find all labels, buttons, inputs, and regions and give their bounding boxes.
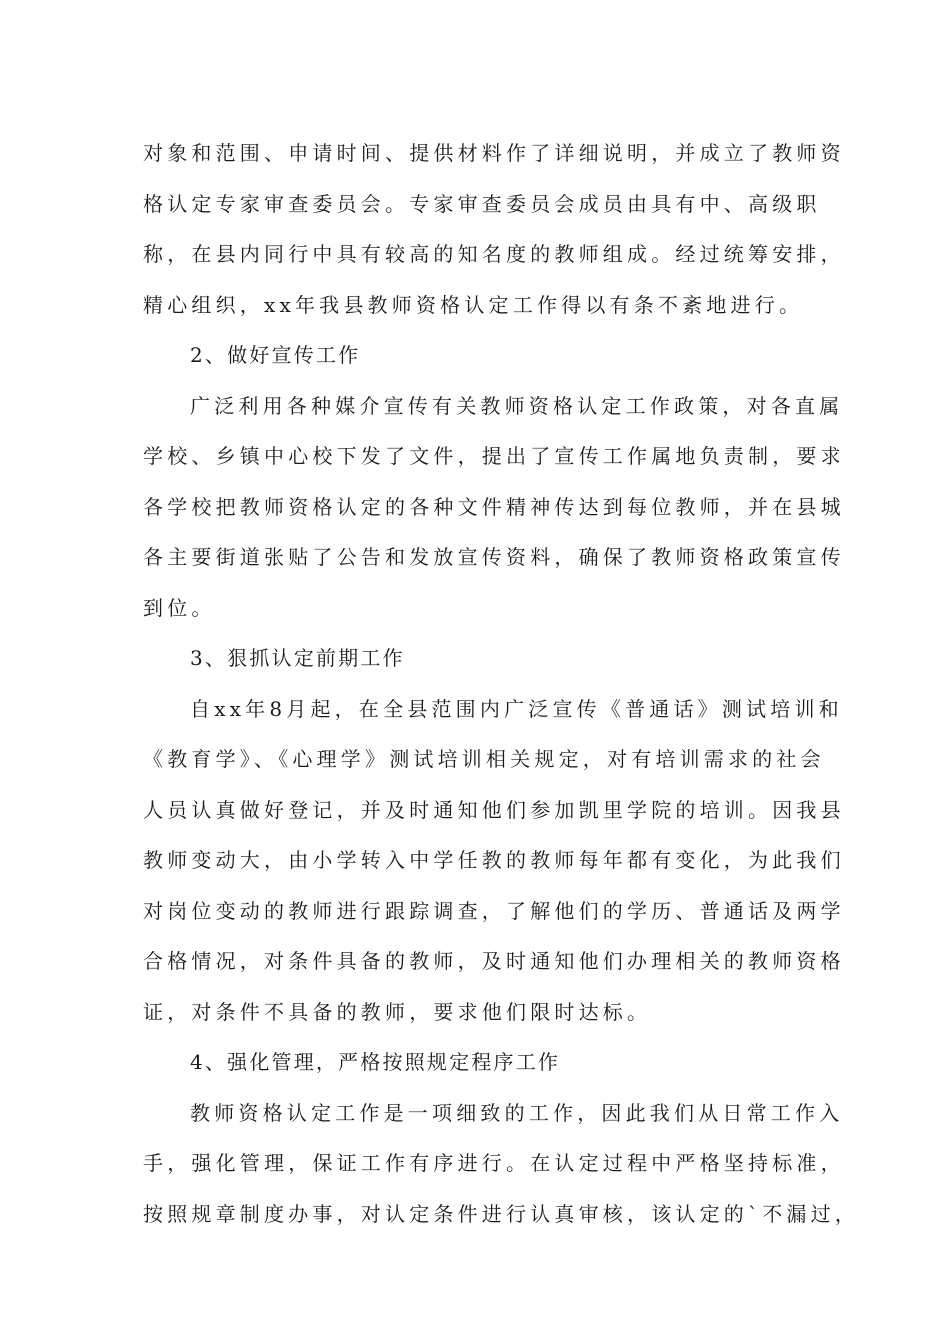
paragraph-line: 各学校把教师资格认定的各种文件精神传达到每位教师，并在县城 <box>143 494 845 519</box>
document-body <box>143 132 859 1243</box>
paragraph-line: 对象和范围、申请时间、提供材料作了详细说明，并成立了教师资 <box>143 141 845 165</box>
paragraph-line: 《教育学》、《心理学》测试培训相关规定，对有培训需求的社会 <box>143 747 825 771</box>
paragraph-line: 按照规章制度办事，对认定条件进行认真审核，该认定的`不漏过， <box>143 1201 859 1226</box>
paragraph-line: 格认定专家审查委员会。专家审查委员会成员由具有中、高级职 <box>143 191 821 216</box>
paragraph-line: 自xx年8月起，在全县范围内广泛宣传《普通话》测试培训和 <box>190 696 843 721</box>
paragraph-line: 教师变动大，由小学转入中学任教的教师每年都有变化，为此我们 <box>143 848 845 872</box>
paragraph-line: 合格情况，对条件具备的教师，及时通知他们办理相关的教师资格 <box>143 949 845 973</box>
paragraph-line: 各主要街道张贴了公告和发放宣传资料，确保了教师资格政策宣传 <box>143 545 845 569</box>
paragraph-line: 手，强化管理，保证工作有序进行。在认定过程中严格坚持标准， <box>143 1151 845 1175</box>
paragraph-line: 教师资格认定工作是一项细致的工作，因此我们从日常工作入 <box>190 1100 844 1125</box>
section-heading: 4、强化管理，严格按照规定程序工作 <box>190 1050 561 1074</box>
paragraph-line: 到位。 <box>143 595 216 620</box>
paragraph-line: 对岗位变动的教师进行跟踪调查，了解他们的学历、普通话及两学 <box>143 898 845 923</box>
paragraph-line: 证，对条件不具备的教师，要求他们限时达标。 <box>143 999 652 1024</box>
paragraph-line: 精心组织，xx年我县教师资格认定工作得以有条不紊地进行。 <box>143 292 804 317</box>
paragraph-line: 广泛利用各种媒介宣传有关教师资格认定工作政策，对各直属 <box>190 393 844 418</box>
section-heading: 3、狠抓认定前期工作 <box>190 646 405 670</box>
paragraph-line: 学校、乡镇中心校下发了文件，提出了宣传工作属地负责制，要求 <box>143 444 845 468</box>
paragraph-line: 称，在县内同行中具有较高的知名度的教师组成。经过统筹安排， <box>143 242 845 266</box>
paragraph-line: 人员认真做好登记，并及时通知他们参加凯里学院的培训。因我县 <box>143 797 845 822</box>
section-heading: 2、做好宣传工作 <box>190 343 361 367</box>
